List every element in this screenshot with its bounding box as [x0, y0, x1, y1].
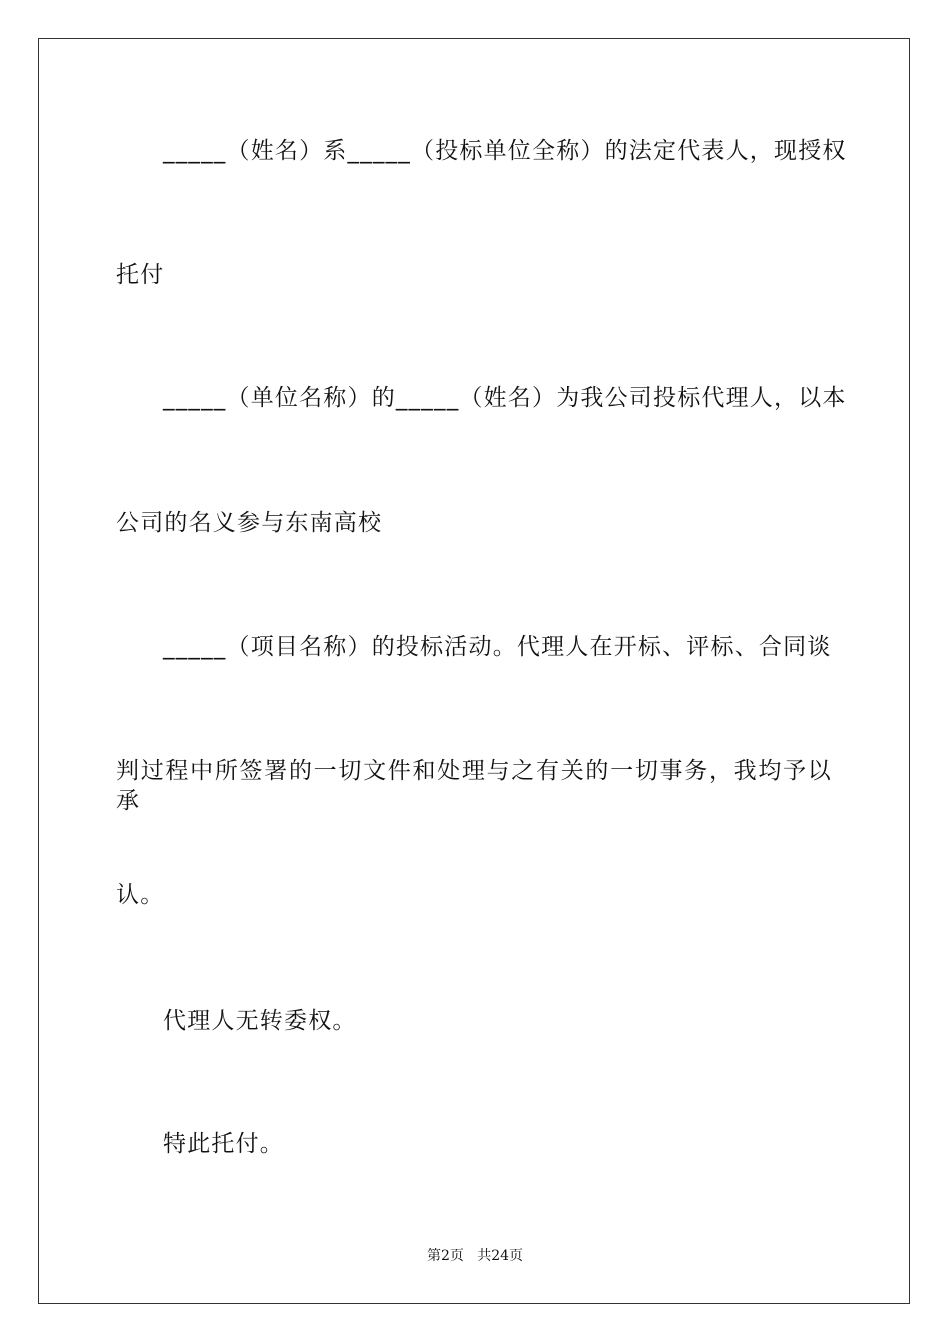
paragraph-line-7: 认。	[116, 882, 165, 908]
page-border	[38, 38, 910, 1304]
paragraph-line-8: 代理人无转委权。	[163, 1008, 357, 1034]
paragraph-line-3: _____（单位名称）的_____（姓名）为我公司投标代理人，以本	[163, 385, 847, 411]
paragraph-line-9: 特此托付。	[163, 1131, 284, 1157]
paragraph-line-2: 托付	[116, 262, 165, 288]
paragraph-line-4: 公司的名义参与东南高校	[116, 510, 383, 536]
paragraph-line-1: _____（姓名）系_____（投标单位全称）的法定代表人，现授权	[163, 138, 847, 164]
page-footer: 第2页 共24页	[426, 1248, 524, 1264]
paragraph-line-6: 判过程中所签署的一切文件和处理与之有关的一切事务，我均予以承	[116, 758, 832, 814]
paragraph-line-5: _____（项目名称）的投标活动。代理人在开标、评标、合同谈	[163, 634, 832, 660]
